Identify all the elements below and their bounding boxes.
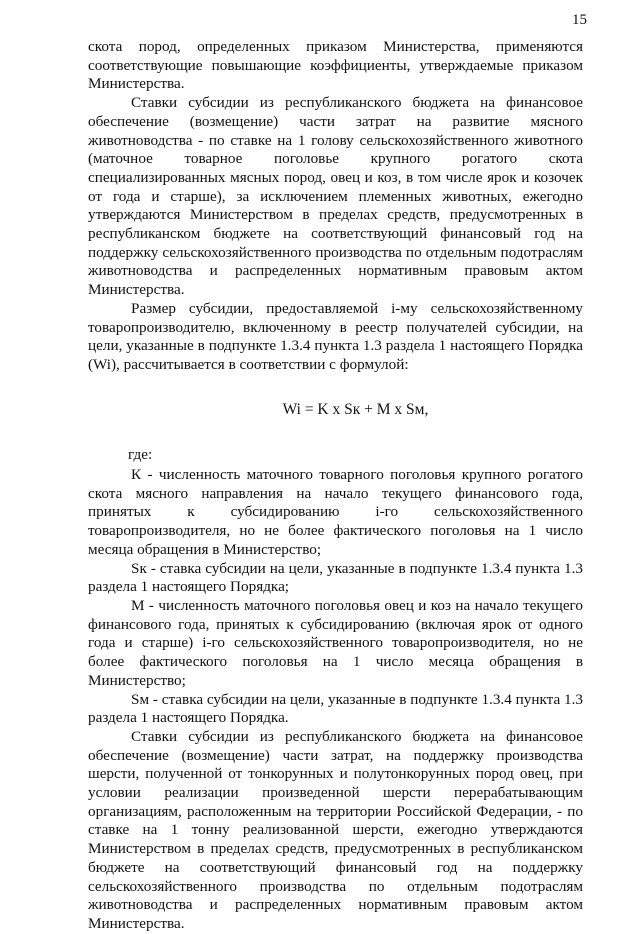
paragraph-wool-rates: Ставки субсидии из республиканского бюджета на финансовое обеспечение (возмещение) части затрат, на поддержку производства шерсти, полученной от тонкорунных и полутонкорунных пород овец, при условии реализации произведенной шерсти перерабатывающим организациям, расположенным на территории Российской Федерации, - по ставке на 1 тонну реализованной шерсти, ежегодно утверждаются Министерством в пределах средств, предусмотренных в республиканском бюджете на соответствующий финансовый год на поддержку сельскохозяйственного производства по отдельным подотраслям животноводства и распределенных нормативным правовым актом Министерства.	[88, 727, 583, 932]
paragraph-continuation: скота пород, определенных приказом Министерства, применяются соответствующие повышающие коэффициенты, утверждаемые приказом Министерства.	[88, 38, 583, 93]
definition-m: М - численность маточного поголовья овец и коз на начало текущего финансового года, принятых к субсидированию (включая ярок от одного года и старше) i-го сельскохозяйственного товаропроизводителя, но не более фактического поголовья на 1 число месяца обращения в Министерство;	[88, 596, 583, 689]
paragraph-meat-livestock-rates: Ставки субсидии из республиканского бюджета на финансовое обеспечение (возмещение) части затрат на развитие мясного животноводства - по ставке на 1 голову сельскохозяйственного животного (маточное товарное поголовье крупного рогатого скота специализированных мясных пород, овец и коз, в том числе ярок и козочек от года и старше), за исключением племенных животных, ежегодно утверждаются Министерством в пределах средств, предусмотренных в республиканском бюджете на соответствующий финансовый год на поддержку сельскохозяйственного производства по отдельным подотраслям животноводства и распределенных нормативным правовым актом Министерства.	[88, 94, 583, 299]
definition-sk: Sк - ставка субсидии на цели, указанные в подпункте 1.3.4 пункта 1.3 раздела 1 настоящего Порядка;	[88, 559, 583, 596]
definition-k: К - численность маточного товарного поголовья крупного рогатого скота мясного направления на начало текущего финансового года, принятых к субсидированию i-го сельскохозяйственного товаропроизводителя, но не более фактического поголовья на 1 число месяца обращения в Министерство;	[88, 466, 583, 558]
formula: Wi = K x Sк + M x Sм,	[282, 400, 429, 418]
where-label: где:	[128, 446, 153, 464]
paragraph-subsidy-size: Размер субсидии, предоставляемой i-му сельскохозяйственному товаропроизводителю, включенному в реестр получателей субсидии, на цели, указанные в подпункте 1.3.4 пункта 1.3 раздела 1 настоящего Порядка (Wi), рассчитывается в соответствии с формулой:	[88, 299, 583, 373]
page-number: 15	[572, 12, 587, 28]
definition-sm: Sм - ставка субсидии на цели, указанные в подпункте 1.3.4 пункта 1.3 раздела 1 настоящего Порядка.	[88, 690, 583, 727]
document-body	[88, 38, 583, 934]
